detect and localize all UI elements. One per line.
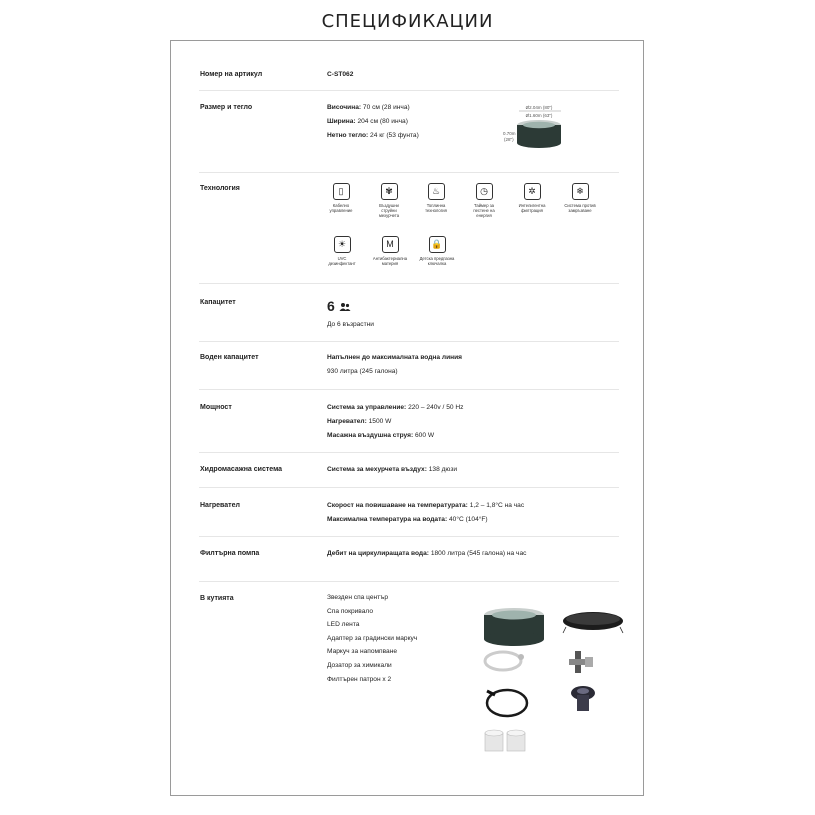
divider: [199, 90, 619, 91]
people-icon: [339, 302, 351, 312]
tech-item-label: UVC дезинфектант: [328, 256, 356, 266]
water-line2: 930 литра (245 галона): [327, 368, 398, 375]
article-value: C-ST062: [327, 71, 354, 78]
box-item: Дозатор за химикали: [327, 662, 392, 669]
water-line1: Напълнен до максималната водна линия: [327, 354, 463, 361]
water-label: Воден капацитет: [200, 354, 259, 361]
size-weight: Нетно тегло: 24 кг (53 фунта): [327, 132, 419, 139]
page-title: СПЕЦИФИКАЦИИ: [321, 11, 494, 32]
tech-item: [322, 236, 362, 266]
divider: [199, 172, 619, 173]
tech-item-label: Антибактериална материя: [372, 256, 408, 266]
heater-line1: Скорост на повишаване на температурата: 1,2 – 1,8°C на час: [327, 502, 525, 509]
tech-item: [369, 183, 409, 218]
tech-item: [370, 236, 410, 266]
uvc-icon: ☀: [334, 236, 351, 253]
size-height: Височина: 70 см (28 инча): [327, 104, 410, 111]
capacity-number: 6: [327, 299, 351, 313]
size-label: Размер и тегло: [200, 104, 253, 111]
capacity-text: До 6 възрастни: [327, 321, 374, 328]
child-lock-icon: 🔒: [429, 236, 446, 253]
box-item: Маркуч за напомпване: [327, 648, 398, 656]
power-line2: Нагревател: 1500 W: [327, 418, 392, 425]
power-label: Мощност: [200, 404, 232, 411]
divider: [199, 452, 619, 453]
air-jets-icon: ✾: [381, 183, 398, 200]
tech-item: [464, 183, 504, 218]
svg-text:Ø1.60m (63"): Ø1.60m (63"): [525, 113, 553, 118]
hydro-label: Хидромасажна система: [200, 466, 283, 473]
tech-item-label: Система против замръзване: [564, 203, 596, 213]
led-strip-image: [481, 647, 531, 677]
hydro-line1: Система за мехурчета въздух: 138 дюзи: [327, 466, 458, 473]
article-label: Номер на артикул: [200, 71, 263, 78]
capacity-label: Капацитет: [200, 299, 236, 306]
tech-item-label: Топлинна технология: [425, 203, 447, 213]
heat-icon: ♨: [428, 183, 445, 200]
tech-item: [560, 183, 600, 213]
tech-item: [321, 183, 361, 213]
tech-item-label: Въздушни струйни мехурчета: [378, 203, 400, 218]
divider: [199, 581, 619, 582]
tech-item: [512, 183, 552, 213]
box-item: Филтърен патрон x 2: [327, 675, 392, 683]
power-line3: Масажна въздушна струя: 600 W: [327, 432, 435, 439]
tech-item: [416, 183, 456, 213]
hose-adapter-image: [563, 645, 603, 679]
antibacterial-icon: M: [382, 236, 399, 253]
tech-label: Технология: [200, 185, 240, 192]
tech-item-label: Таймер за пестене на енергия: [473, 203, 495, 218]
pump-label: Филтърна помпа: [200, 550, 260, 557]
tech-item: [417, 236, 457, 266]
box-item: Звезден спа център: [327, 594, 388, 601]
svg-text:Ø2.04m (80"): Ø2.04m (80"): [525, 105, 553, 110]
box-item: Спа покривало: [327, 607, 373, 615]
remote-control-icon: ▯: [333, 183, 350, 200]
power-line1: Система за управление: 220 – 240v / 50 Hz: [327, 404, 464, 411]
tech-item-label: Кабелно управление: [329, 203, 353, 213]
divider: [199, 487, 619, 488]
tech-item-label: Интелигентна филтрация: [518, 203, 546, 213]
divider: [199, 389, 619, 390]
divider: [199, 536, 619, 537]
heater-label: Нагревател: [200, 502, 240, 509]
timer-icon: ◷: [476, 183, 493, 200]
freeze-protection-icon: ❄: [572, 183, 589, 200]
filter-cartridge-image: [483, 727, 529, 757]
svg-text:(28"): (28"): [504, 137, 514, 142]
divider: [199, 283, 619, 284]
divider: [199, 341, 619, 342]
spa-cover-image: [558, 603, 628, 643]
box-label: В кутията: [200, 595, 234, 602]
size-width: Ширина: 204 см (80 инча): [327, 118, 408, 125]
svg-text:0.70m: 0.70m: [503, 131, 516, 136]
spa-tub-image: [479, 603, 549, 649]
chemical-dispenser-image: [563, 683, 603, 719]
spec-card: [170, 40, 644, 796]
pump-line1: Дебит на циркулиращата вода: 1800 литра (545 галона) на час: [327, 550, 527, 557]
filtration-icon: ✲: [524, 183, 541, 200]
tub-dimension-diagram: [501, 103, 581, 163]
heater-line2: Максимална температура на водата: 40°C (104°F): [327, 516, 488, 523]
inflation-hose-image: [483, 681, 533, 721]
tech-item-label: Детска предпазна ключалка: [419, 256, 455, 266]
box-item: LED лента: [327, 621, 360, 629]
box-item: Адаптер за градински маркуч: [327, 634, 418, 642]
